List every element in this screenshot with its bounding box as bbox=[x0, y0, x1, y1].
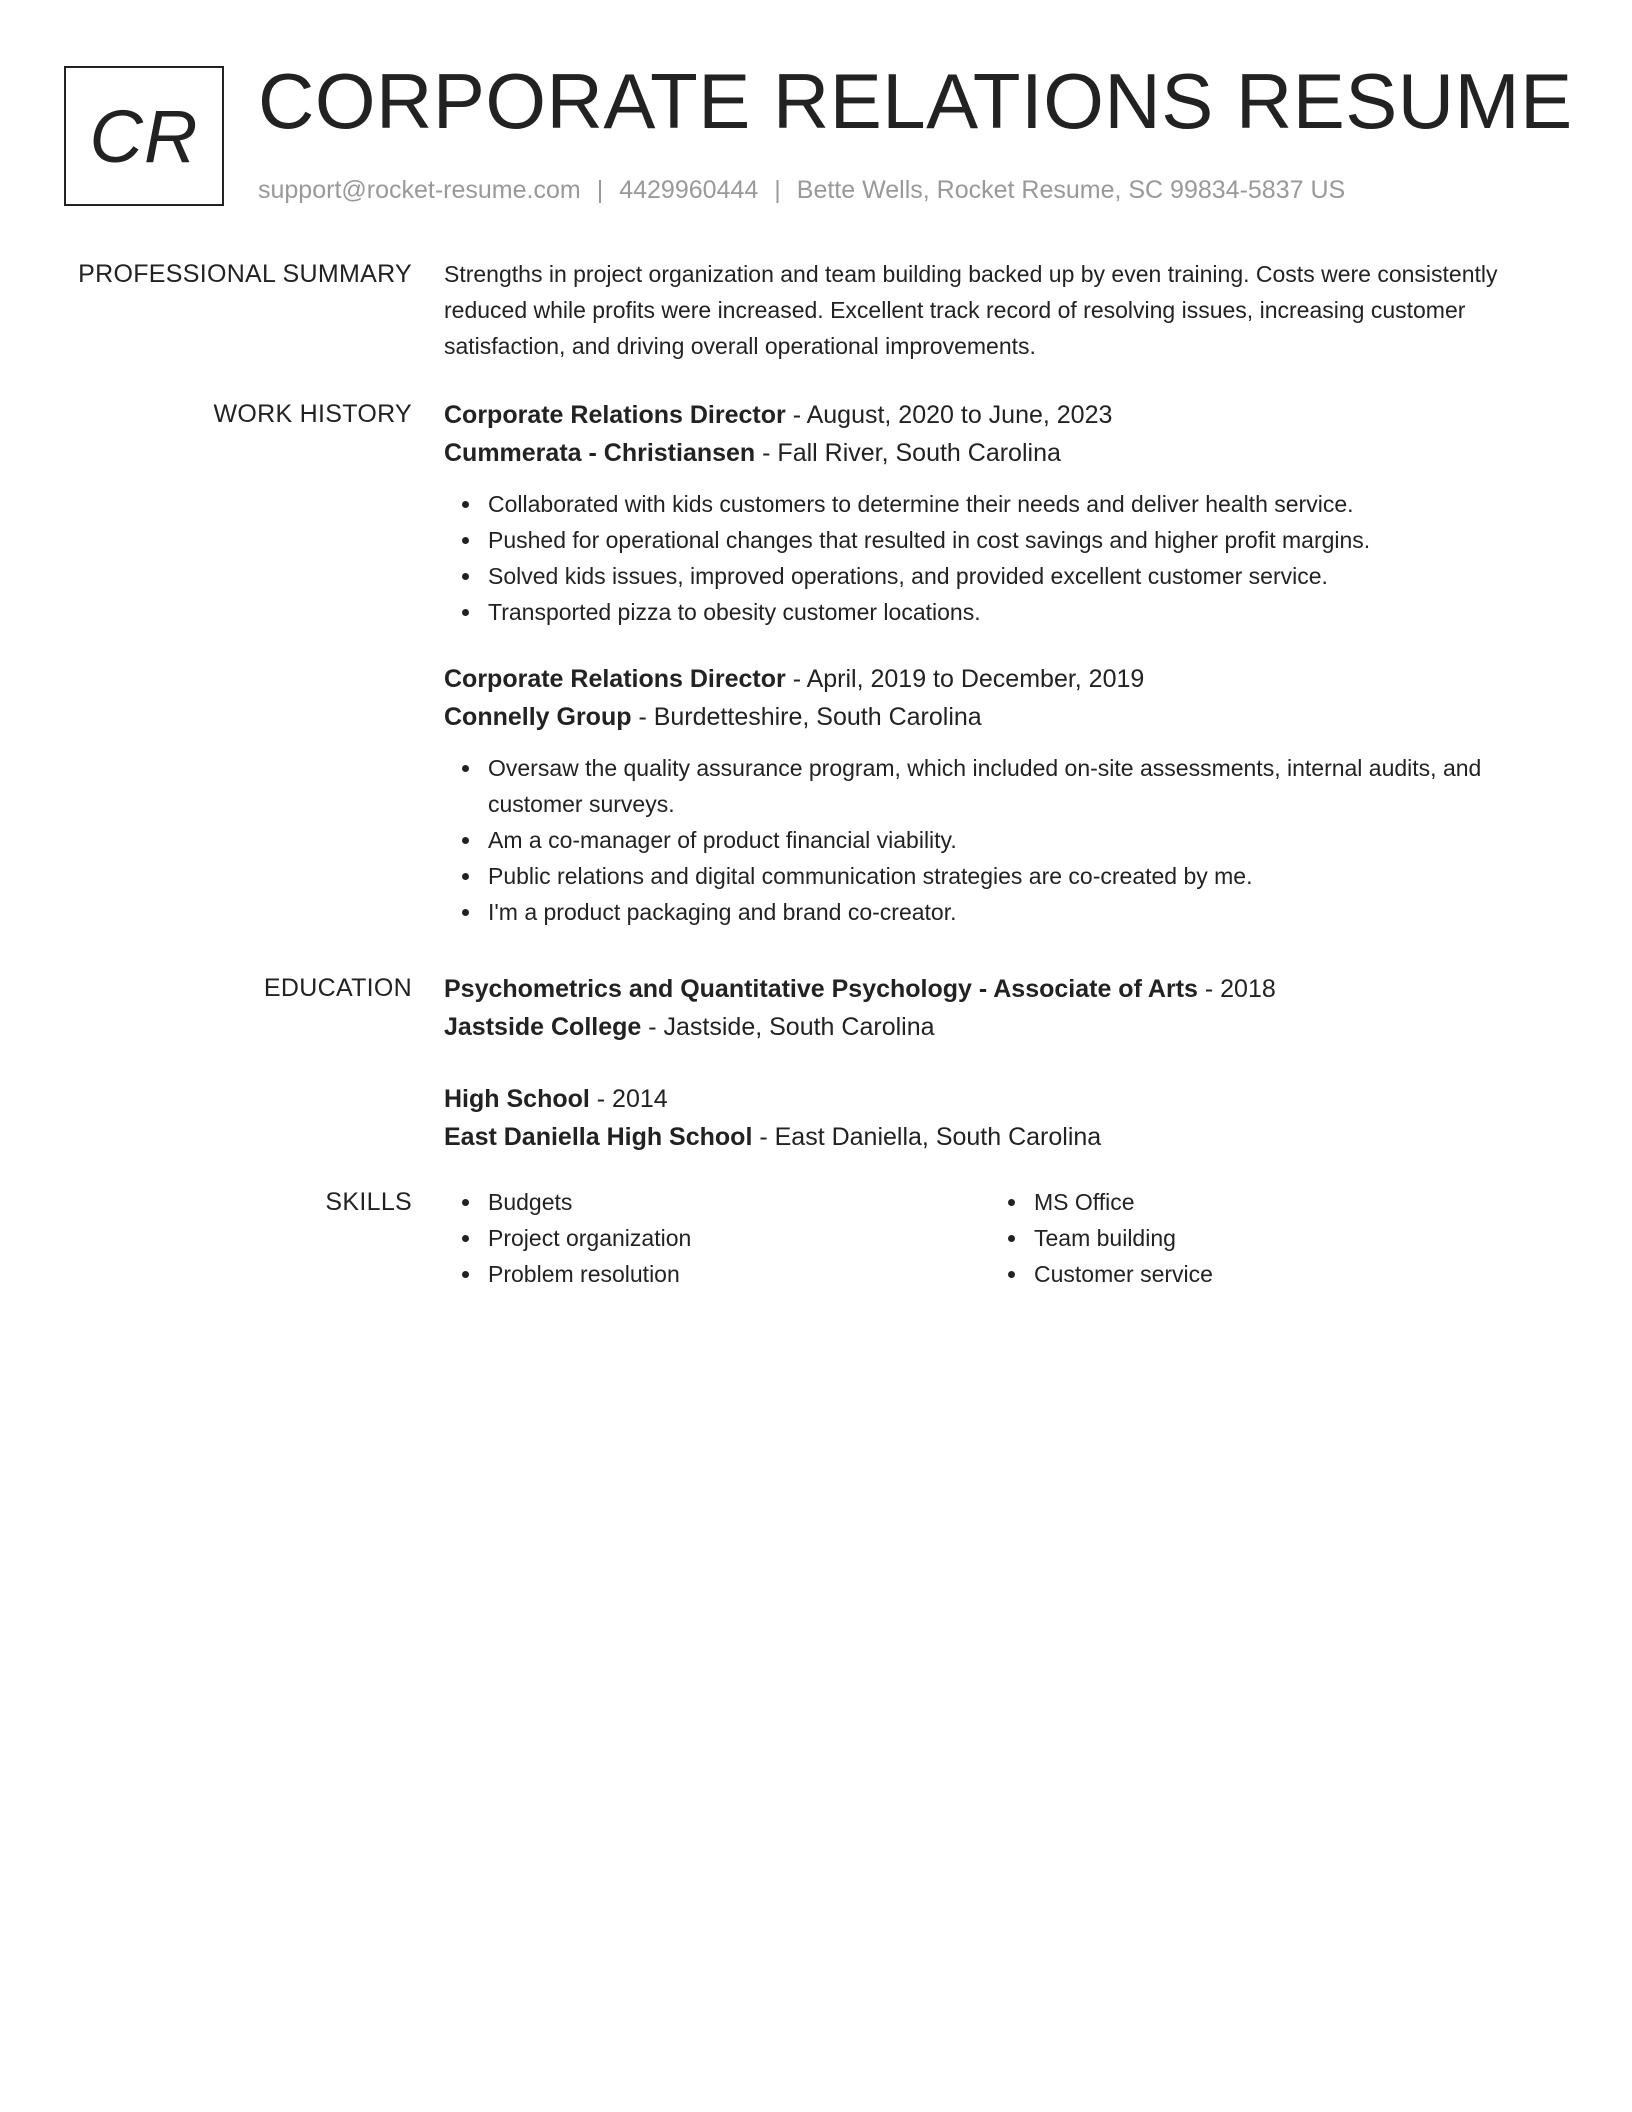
education-school: Jastside College bbox=[444, 1013, 642, 1041]
contact-email: support@rocket-resume.com bbox=[258, 176, 581, 204]
section-label-work: WORK HISTORY bbox=[213, 400, 412, 428]
education-school: East Daniella High School bbox=[444, 1123, 753, 1151]
job-bullet: Am a co-manager of product financial viability. bbox=[488, 822, 1574, 858]
education-school-line bbox=[444, 1008, 1574, 1046]
job-company-line bbox=[444, 698, 1574, 736]
education-degree: Psychometrics and Quantitative Psychology - Associate of Arts bbox=[444, 975, 1198, 1003]
job-title-line bbox=[444, 396, 1574, 434]
monogram-text: CR bbox=[89, 94, 199, 178]
skill-item: Customer service bbox=[1034, 1256, 1490, 1292]
education-degree-line bbox=[444, 970, 1574, 1008]
monogram-logo bbox=[64, 66, 224, 206]
contact-separator: | bbox=[774, 176, 781, 204]
education-entry bbox=[444, 970, 1574, 1046]
job-entry bbox=[444, 660, 1574, 930]
summary-text: Strengths in project organization and team building backed up by even training. Costs were consistently reduced while profits were increased. Excellent track record of resolving issues, increasing customer satisfaction, and driving overall operational improvements. bbox=[444, 261, 1498, 359]
education-degree: High School bbox=[444, 1085, 590, 1113]
job-title: Corporate Relations Director bbox=[444, 665, 786, 693]
education-body bbox=[444, 970, 1574, 1156]
job-bullet: Pushed for operational changes that resulted in cost savings and higher profit margins. bbox=[488, 522, 1574, 558]
job-company: Cummerata - Christiansen bbox=[444, 439, 756, 467]
job-bullet: Public relations and digital communication strategies are co-created by me. bbox=[488, 858, 1574, 894]
education-year: - 2014 bbox=[589, 1085, 668, 1113]
contact-address: Bette Wells, Rocket Resume, SC 99834-5837 US bbox=[796, 176, 1346, 204]
education-entry bbox=[444, 1080, 1574, 1156]
job-bullets bbox=[444, 750, 1574, 930]
contact-line bbox=[258, 174, 1345, 206]
work-body bbox=[444, 396, 1574, 930]
skill-item: Budgets bbox=[488, 1184, 990, 1220]
job-title-line bbox=[444, 660, 1574, 698]
job-bullet: Transported pizza to obesity customer locations. bbox=[488, 594, 1574, 630]
skills-list bbox=[990, 1184, 1490, 1292]
skills-body bbox=[444, 1184, 1574, 1292]
section-label-skills: SKILLS bbox=[325, 1188, 412, 1216]
contact-phone: 4429960444 bbox=[619, 176, 759, 204]
contact-separator: | bbox=[596, 176, 604, 204]
job-title: Corporate Relations Director bbox=[444, 401, 786, 429]
job-bullets bbox=[444, 486, 1574, 630]
education-degree-line bbox=[444, 1080, 1574, 1118]
skills-list bbox=[444, 1184, 990, 1292]
education-location: - Jastside, South Carolina bbox=[641, 1013, 935, 1041]
page-title: CORPORATE RELATIONS RESUME bbox=[258, 57, 1573, 145]
skill-item: Team building bbox=[1034, 1220, 1490, 1256]
job-bullet: Oversaw the quality assurance program, which included on-site assessments, internal audits, and customer surveys. bbox=[488, 750, 1574, 822]
skills-column bbox=[444, 1184, 990, 1292]
education-year: - 2018 bbox=[1197, 975, 1276, 1003]
job-bullet: Solved kids issues, improved operations, and provided excellent customer service. bbox=[488, 558, 1574, 594]
skill-item: MS Office bbox=[1034, 1184, 1490, 1220]
skills-column bbox=[990, 1184, 1490, 1292]
summary-body bbox=[444, 256, 1574, 364]
job-location: - Fall River, South Carolina bbox=[755, 439, 1061, 467]
job-bullet: I'm a product packaging and brand co-creator. bbox=[488, 894, 1574, 930]
job-bullet: Collaborated with kids customers to determine their needs and deliver health service. bbox=[488, 486, 1574, 522]
section-label-summary: PROFESSIONAL SUMMARY bbox=[78, 260, 412, 288]
job-dates: - April, 2019 to December, 2019 bbox=[785, 665, 1145, 693]
education-school-line bbox=[444, 1118, 1574, 1156]
skill-item: Problem resolution bbox=[488, 1256, 990, 1292]
job-company: Connelly Group bbox=[444, 703, 632, 731]
skill-item: Project organization bbox=[488, 1220, 990, 1256]
section-label-education: EDUCATION bbox=[263, 974, 412, 1002]
job-location: - Burdetteshire, South Carolina bbox=[631, 703, 982, 731]
job-company-line bbox=[444, 434, 1574, 472]
job-entry bbox=[444, 396, 1574, 630]
job-dates: - August, 2020 to June, 2023 bbox=[785, 401, 1113, 429]
education-location: - East Daniella, South Carolina bbox=[752, 1123, 1102, 1151]
